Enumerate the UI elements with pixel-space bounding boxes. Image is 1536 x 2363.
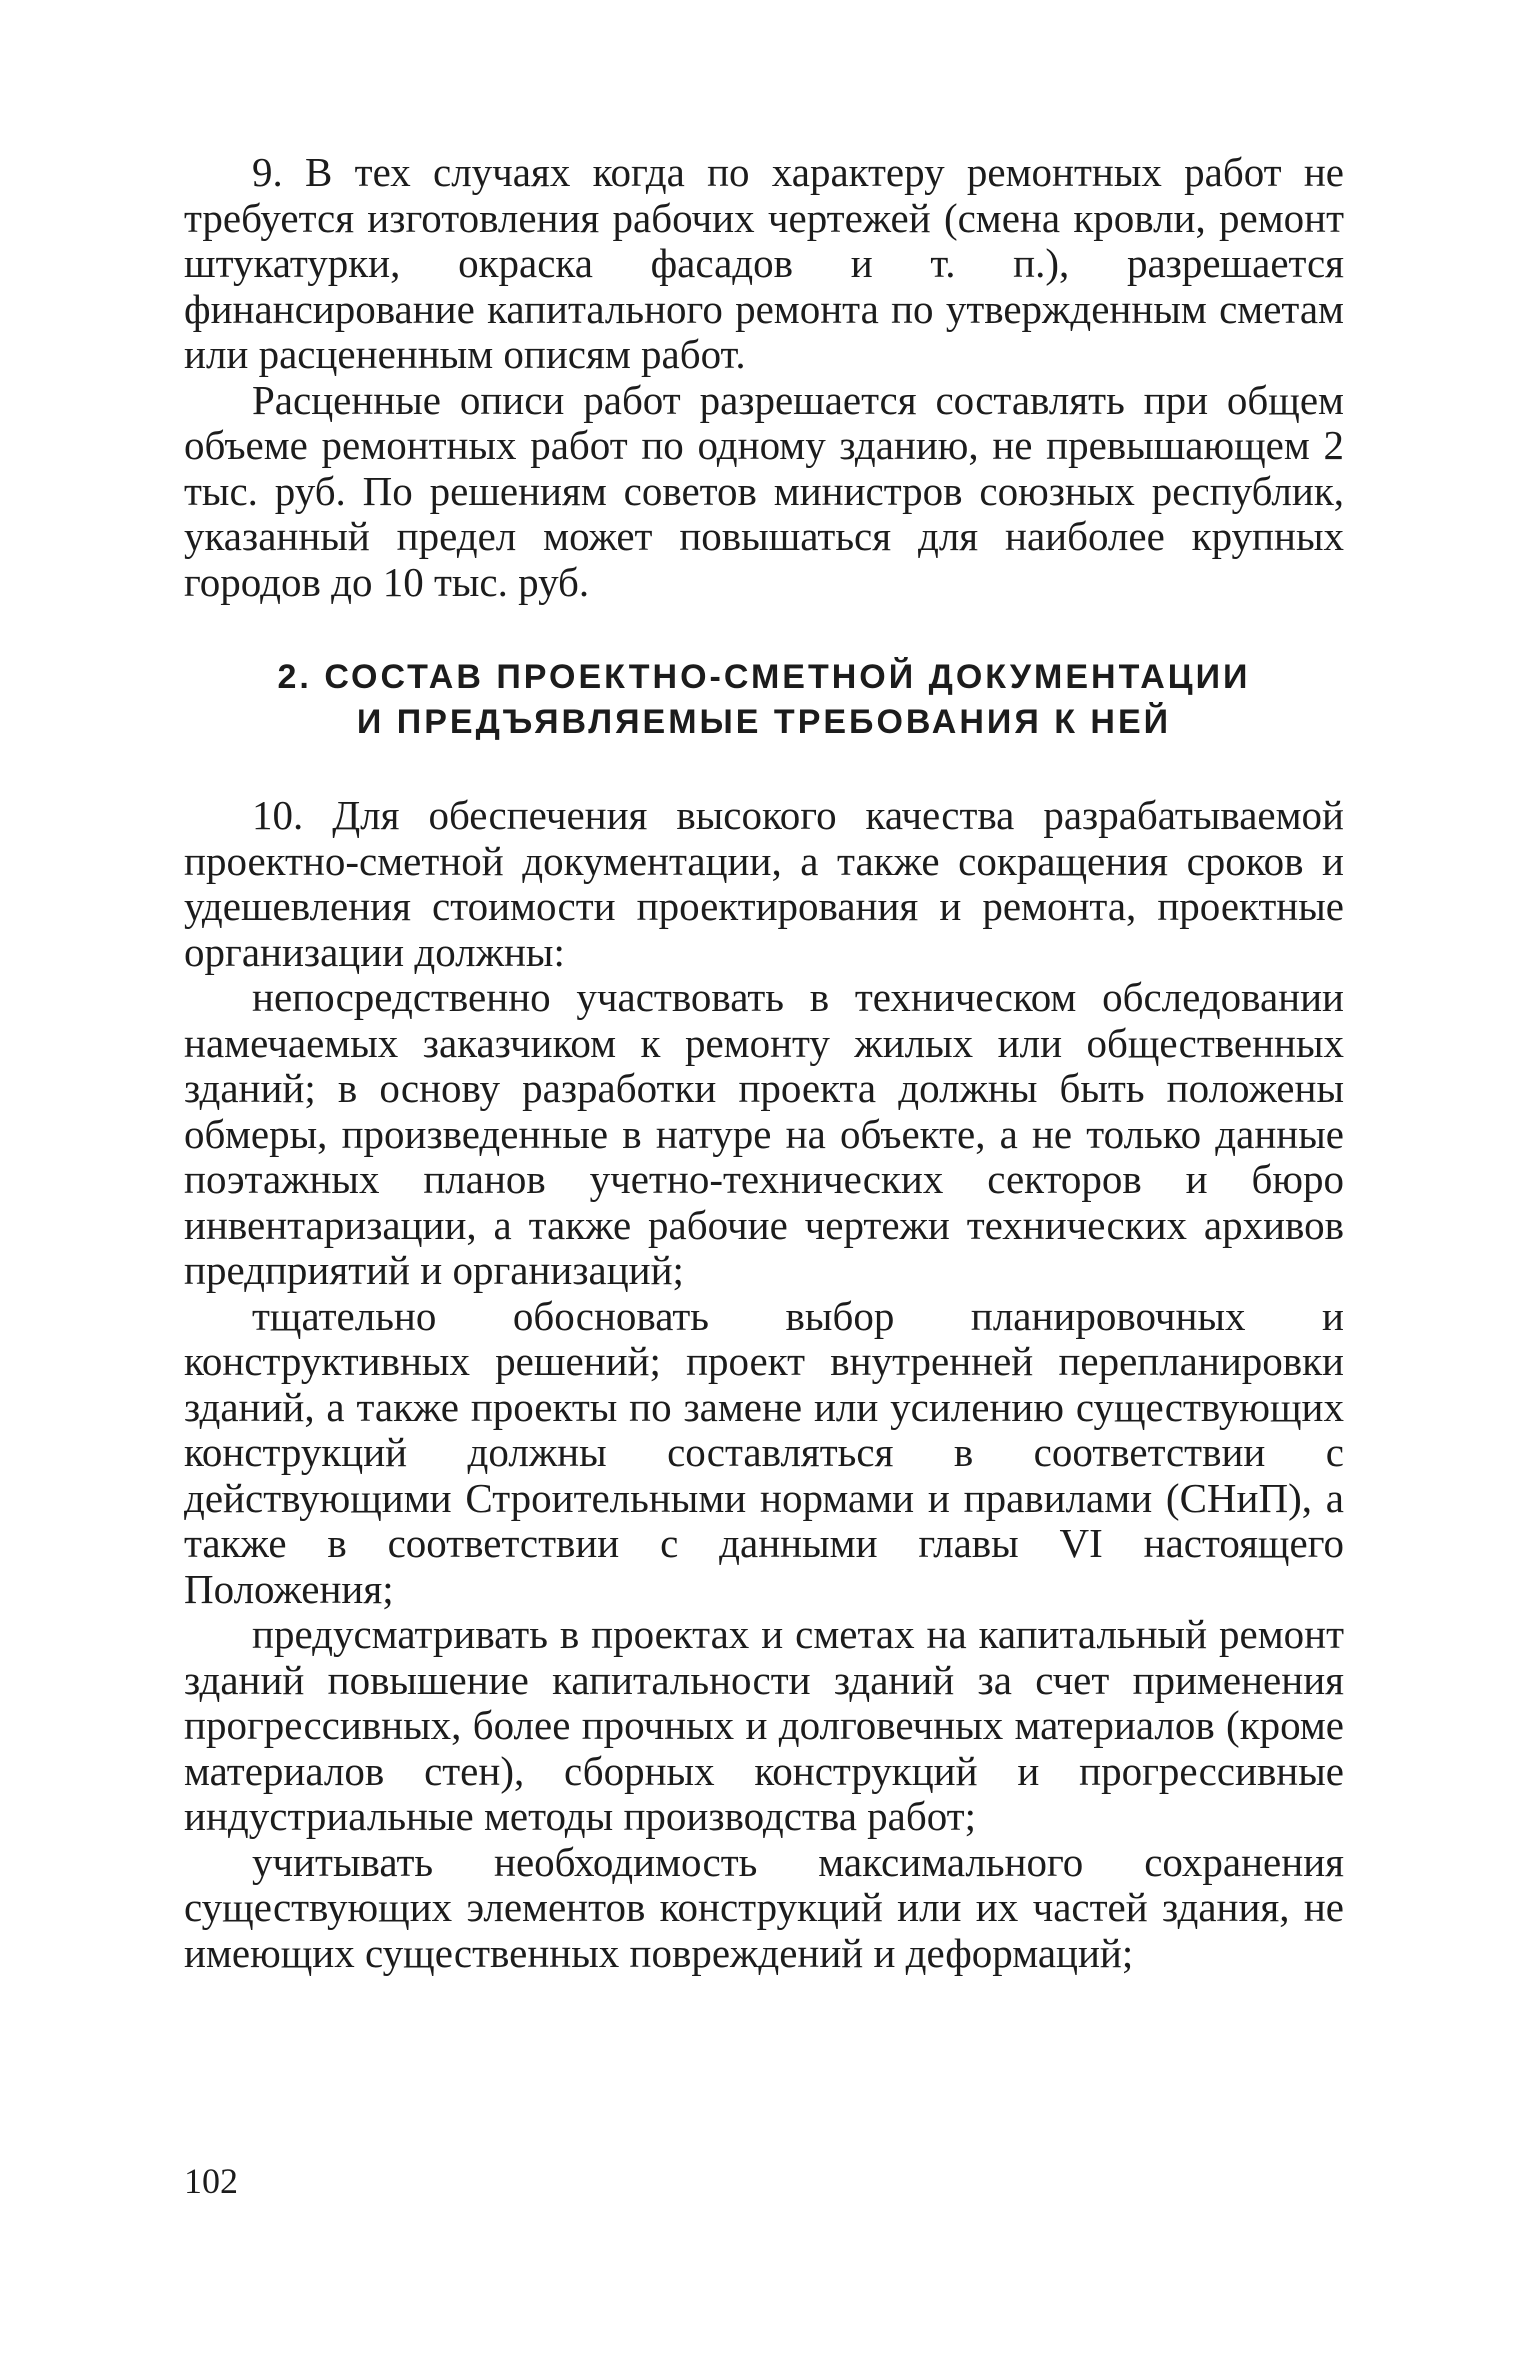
page-number: 102	[184, 2161, 238, 2201]
paragraph-9: 9. В тех случаях когда по характеру ремонтных работ не требуется изготовления рабочих чертежей (смена кровли, ремонт штукатурки, окраска фасадов и т. п.), разрешается финансирование капитального ремонта по утвержденным сметам или расцененным описям работ.	[184, 149, 1344, 377]
page-body	[184, 150, 1344, 1976]
section-heading-line-2: И ПРЕДЪЯВЛЯЕМЫЕ ТРЕБОВАНИЯ К НЕЙ	[356, 703, 1172, 741]
section-heading	[184, 655, 1344, 745]
paragraph-preservation: учитывать необходимость максимального сохранения существующих элементов конструкций или их частей здания, не имеющих существенных повреждений и деформаций;	[184, 1838, 1344, 1976]
paragraph-design-decisions: тщательно обосновать выбор планировочных и конструктивных решений; проект внутренней перепланировки зданий, а также проекты по замене или усилению существующих конструкций должны составляться в соответствии с действующими Строительными нормами и правилами (СНиП), а также в соответствии с данными главы VI настоящего Положения;	[184, 1292, 1344, 1612]
paragraph-survey: непосредственно участвовать в техническом обследовании намечаемых заказчиком к ремонту жилых или общественных зданий; в основу разработки проекта должны быть положены обмеры, произведенные в натуре на объекте, а не только данные поэтажных планов учетно-технических секторов и бюро инвентаризации, а также рабочие чертежи технических архивов предприятий и организаций;	[184, 974, 1344, 1293]
paragraph-price-lists: Расценные описи работ разрешается составлять при общем объеме ремонтных работ по одному зданию, не превышающем 2 тыс. руб. По решениям советов министров союзных республик, указанный предел может повышаться для наиболее крупных городов до 10 тыс. руб.	[184, 376, 1344, 605]
paragraph-capital-improvement: предусматривать в проектах и сметах на капитальный ремонт зданий повышение капитальности зданий за счет применения прогрессивных, более прочных и долговечных материалов (кроме материалов стен), сборных конструкций и прогрессивные индустриальные методы производства работ;	[184, 1611, 1344, 1839]
paragraph-10: 10. Для обеспечения высокого качества разрабатываемой проектно-сметной документации, а также сокращения сроков и удешевления стоимости проектирования и ремонта, проектные организации должны:	[184, 792, 1344, 975]
section-heading-line-1: 2. СОСТАВ ПРОЕКТНО-СМЕТНОЙ ДОКУМЕНТАЦИИ	[277, 658, 1251, 696]
